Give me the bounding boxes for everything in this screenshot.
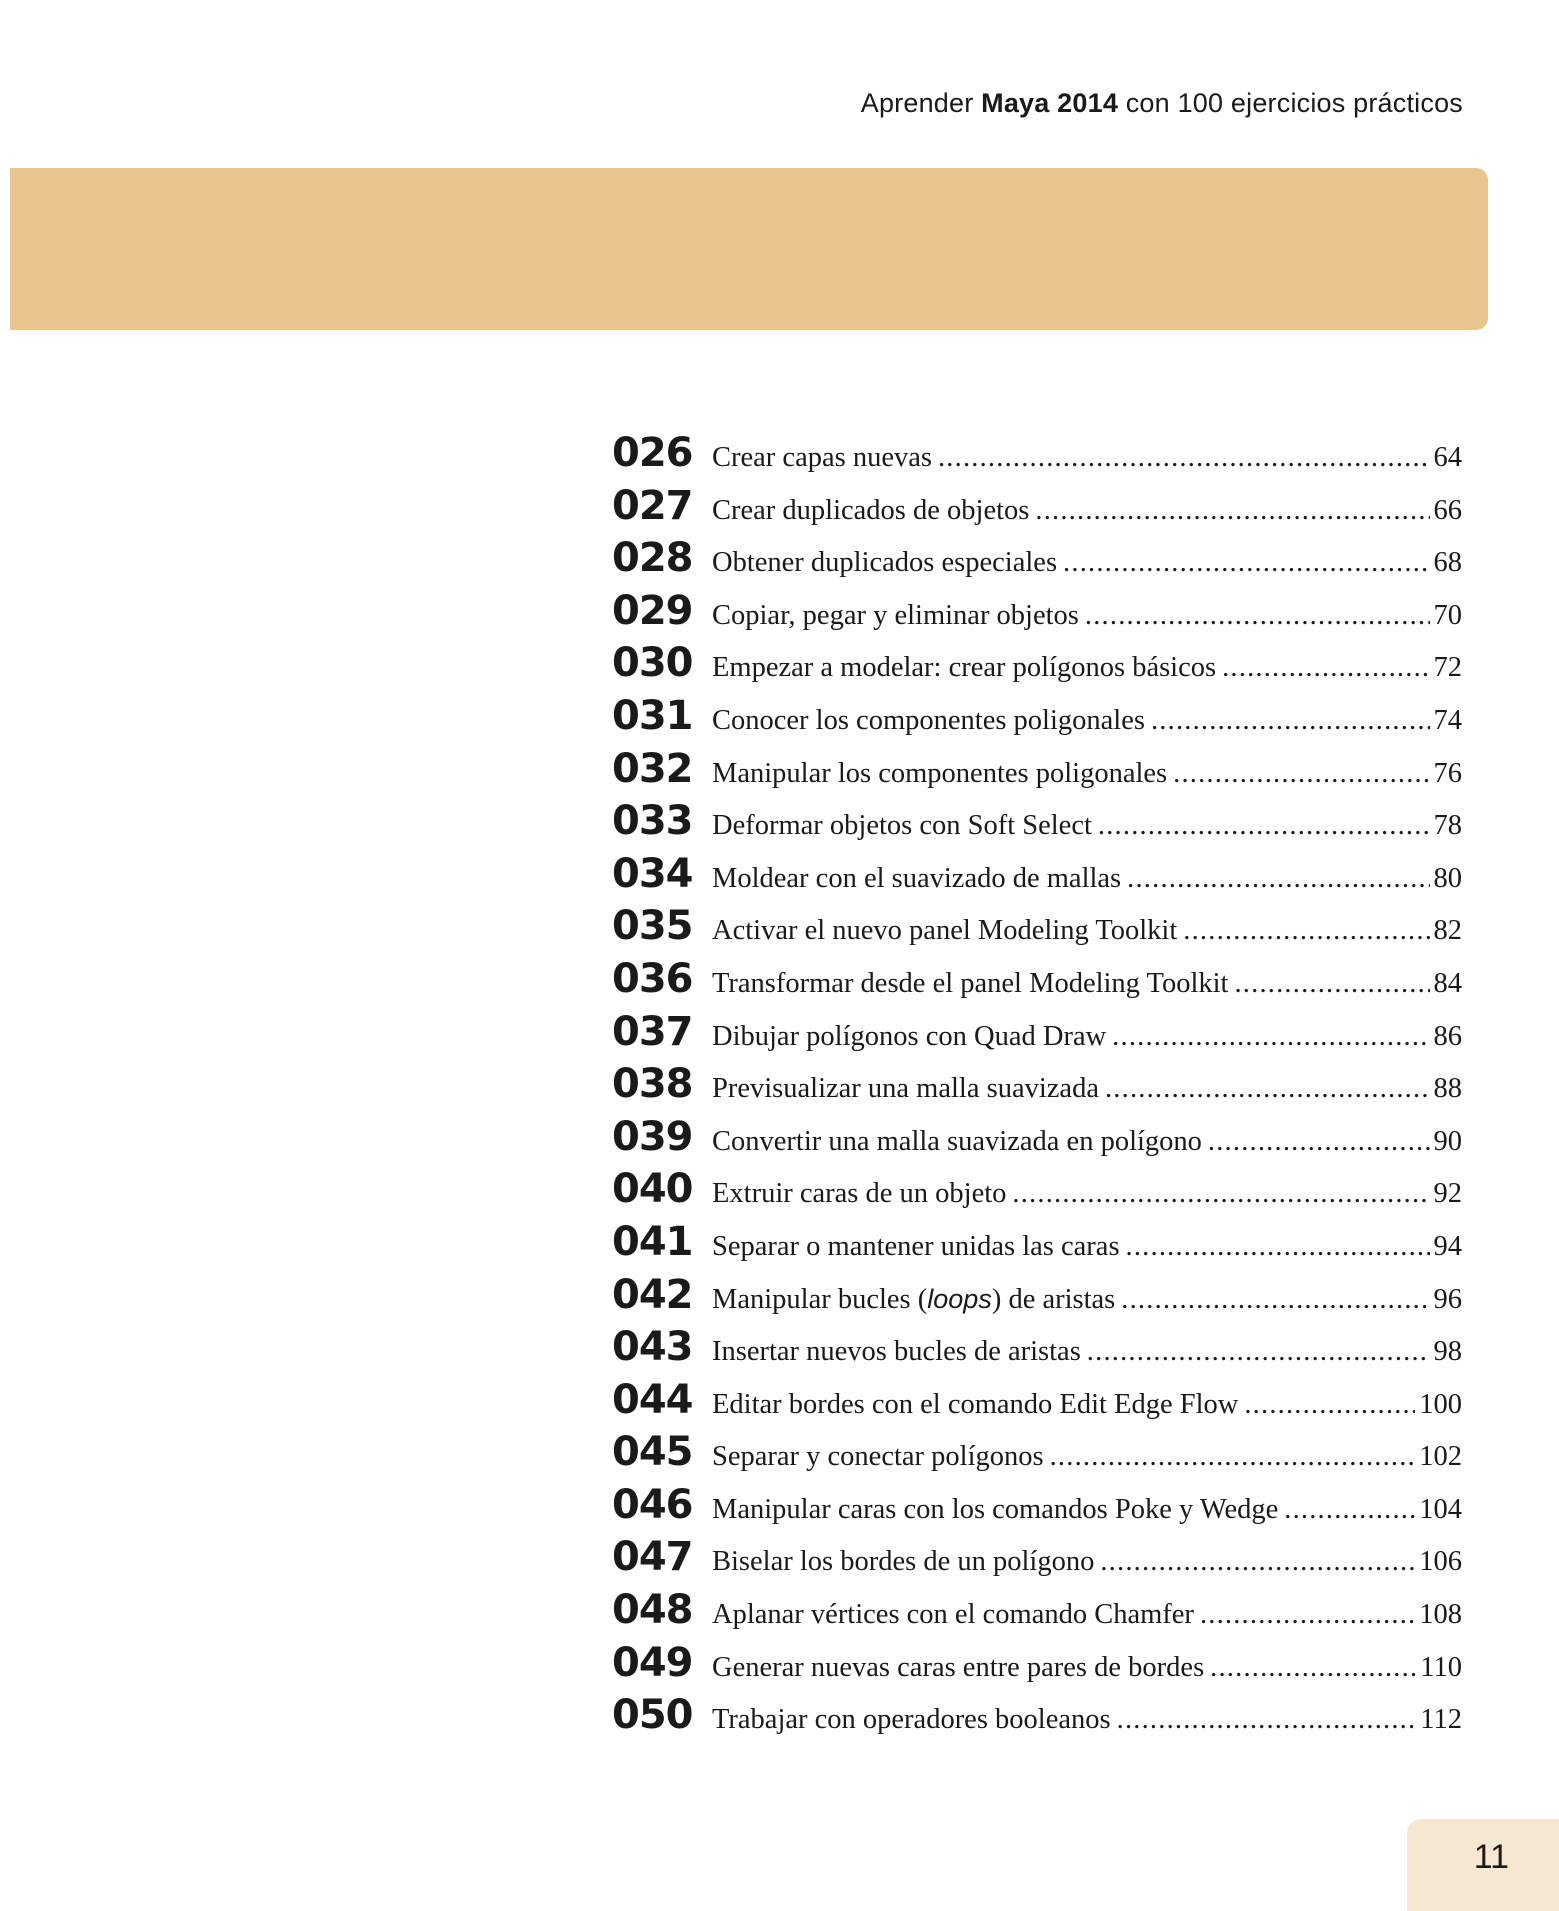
toc-entry[interactable] (612, 640, 1462, 693)
dot-leader (1012, 1178, 1429, 1210)
toc-page-number: 110 (1420, 1651, 1462, 1683)
toc-page-number: 80 (1433, 862, 1462, 894)
toc-entry[interactable] (612, 430, 1462, 483)
toc-entry[interactable] (612, 1377, 1462, 1430)
toc-entry[interactable] (612, 1009, 1462, 1062)
toc-entry[interactable] (612, 746, 1462, 799)
toc-number: 041 (612, 1218, 693, 1265)
toc-number: 036 (612, 955, 693, 1002)
toc-title: Crear capas nuevas (712, 442, 932, 473)
toc-page-number: 94 (1433, 1230, 1462, 1262)
toc-entry[interactable] (612, 798, 1462, 851)
toc-entry[interactable] (612, 1114, 1462, 1167)
dot-leader (1098, 810, 1430, 842)
dot-leader (1035, 495, 1429, 527)
running-header (861, 88, 1463, 119)
toc-title: Convertir una malla suavizada en polígono (712, 1125, 1202, 1157)
toc-number: 031 (612, 692, 693, 739)
toc-title: Manipular los componentes poligonales (712, 757, 1168, 789)
header-book-title: Maya 2014 (981, 88, 1119, 118)
toc-entry[interactable] (612, 1061, 1462, 1114)
toc-entry[interactable] (612, 1640, 1462, 1693)
dot-leader (1244, 1389, 1415, 1421)
toc-page-number: 104 (1419, 1493, 1462, 1525)
dot-leader (1208, 1126, 1430, 1158)
toc-title: Manipular caras con los comandos Poke y Wedge (712, 1493, 1279, 1525)
toc-entry[interactable] (612, 1482, 1462, 1535)
toc-page-number: 92 (1433, 1178, 1462, 1210)
toc-title: Conocer los componentes poligonales (712, 704, 1145, 736)
toc-title: Previsualizar una malla suavizada (712, 1073, 1099, 1105)
dot-leader (1222, 652, 1429, 684)
toc-title: Crear duplicados de objetos (712, 494, 1030, 526)
toc-page-number: 68 (1433, 547, 1462, 579)
toc-entry[interactable] (612, 1166, 1462, 1219)
chapter-banner (10, 168, 1488, 330)
toc-entry[interactable] (612, 851, 1462, 904)
toc-title: Copiar, pegar y eliminar objetos (712, 599, 1079, 631)
toc-title: Insertar nuevos bucles de aristas (712, 1336, 1081, 1368)
toc-number: 042 (612, 1271, 693, 1318)
dot-leader (1200, 1599, 1415, 1631)
toc-page-number: 82 (1433, 915, 1462, 947)
toc-title: Obtener duplicados especiales (712, 547, 1058, 579)
dot-leader (1126, 1231, 1430, 1263)
toc-title: Aplanar vértices con el comando Chamfer (712, 1599, 1194, 1631)
toc-number: 046 (612, 1481, 693, 1528)
toc-entry[interactable] (612, 956, 1462, 1009)
dot-leader (1121, 1284, 1429, 1316)
page-number: 11 (1473, 1838, 1509, 1876)
toc-number: 026 (612, 430, 693, 476)
toc-title: Dibujar polígonos con Quad Draw (712, 1020, 1107, 1052)
toc-page-number: 76 (1433, 757, 1462, 789)
dot-leader (1284, 1494, 1415, 1526)
dot-leader (1105, 1073, 1430, 1105)
toc-page-number: 72 (1433, 652, 1462, 684)
dot-leader (1127, 863, 1429, 895)
table-of-contents (612, 430, 1462, 1745)
toc-entry[interactable] (612, 1587, 1462, 1640)
toc-title-part: Manipular bucles ( (712, 1283, 928, 1315)
toc-title: Separar y conectar polígonos (712, 1441, 1044, 1473)
toc-entry[interactable] (612, 903, 1462, 956)
toc-number: 030 (612, 640, 693, 687)
dot-leader (1100, 1546, 1415, 1578)
toc-title: Separar o mantener unidas las caras (712, 1230, 1120, 1262)
toc-page-number: 86 (1433, 1020, 1462, 1052)
toc-entry[interactable] (612, 588, 1462, 641)
toc-number: 039 (612, 1113, 693, 1160)
dot-leader (1085, 600, 1430, 632)
toc-number: 050 (612, 1692, 693, 1739)
dot-leader (1151, 705, 1430, 737)
toc-number: 032 (612, 745, 693, 792)
toc-entry[interactable] (612, 483, 1462, 536)
toc-number: 028 (612, 535, 693, 582)
toc-title: Biselar los bordes de un polígono (712, 1546, 1095, 1578)
toc-page-number: 88 (1433, 1073, 1462, 1105)
toc-page-number: 74 (1433, 704, 1462, 736)
dot-leader (1087, 1336, 1430, 1368)
toc-page-number: 100 (1419, 1388, 1462, 1420)
toc-title: Deformar objetos con Soft Select (712, 810, 1092, 842)
toc-title-part: ) de aristas (991, 1283, 1116, 1315)
toc-entry[interactable] (612, 1692, 1462, 1745)
toc-number: 044 (612, 1376, 693, 1423)
toc-page-number: 66 (1433, 494, 1462, 526)
toc-entry[interactable] (612, 693, 1462, 746)
toc-page-number: 96 (1433, 1283, 1462, 1315)
toc-number: 049 (612, 1639, 693, 1686)
toc-title: Trabajar con operadores booleanos (712, 1704, 1111, 1736)
toc-title (712, 1284, 1115, 1316)
toc-entry[interactable] (612, 1324, 1462, 1377)
toc-number: 034 (612, 850, 693, 897)
toc-page-number: 112 (1420, 1704, 1462, 1736)
dot-leader (1234, 968, 1429, 1000)
toc-title: Extruir caras de un objeto (712, 1178, 1007, 1210)
toc-number: 047 (612, 1534, 693, 1581)
toc-number: 048 (612, 1587, 693, 1634)
toc-number: 040 (612, 1166, 693, 1213)
toc-number: 027 (612, 482, 693, 529)
toc-number: 037 (612, 1008, 693, 1055)
toc-entry[interactable] (612, 1272, 1462, 1325)
toc-title: Generar nuevas caras entre pares de bordes (712, 1651, 1205, 1683)
toc-page-number: 84 (1433, 967, 1462, 999)
toc-title: Transformar desde el panel Modeling Toolkit (712, 967, 1229, 999)
toc-entry[interactable] (612, 1219, 1462, 1272)
toc-number: 029 (612, 587, 693, 634)
dot-leader (1173, 758, 1429, 790)
toc-page-number: 64 (1433, 442, 1462, 473)
toc-page-number: 98 (1433, 1336, 1462, 1368)
dot-leader (1210, 1652, 1416, 1684)
toc-entry[interactable] (612, 1534, 1462, 1587)
dot-leader (1183, 915, 1429, 947)
dot-leader (1063, 547, 1429, 579)
toc-title-emphasis: loops (927, 1283, 992, 1314)
toc-entry[interactable] (612, 535, 1462, 588)
toc-title: Empezar a modelar: crear polígonos básicos (712, 652, 1217, 684)
toc-title: Moldear con el suavizado de mallas (712, 862, 1122, 894)
dot-leader (1117, 1704, 1417, 1736)
toc-page-number: 106 (1419, 1546, 1462, 1578)
toc-title: Activar el nuevo panel Modeling Toolkit (712, 915, 1178, 947)
toc-page-number: 102 (1419, 1441, 1462, 1473)
toc-page-number: 90 (1433, 1125, 1462, 1157)
header-prefix: Aprender (860, 88, 974, 118)
dot-leader (938, 442, 1430, 474)
header-suffix: con 100 ejercicios prácticos (1125, 88, 1463, 118)
toc-number: 035 (612, 903, 693, 950)
toc-page-number: 70 (1433, 599, 1462, 631)
dot-leader (1050, 1441, 1416, 1473)
toc-title: Editar bordes con el comando Edit Edge Flow (712, 1388, 1239, 1420)
dot-leader (1112, 1021, 1429, 1053)
toc-number: 043 (612, 1324, 693, 1371)
toc-number: 038 (612, 1061, 693, 1108)
toc-page-number: 108 (1419, 1599, 1462, 1631)
toc-page-number: 78 (1433, 810, 1462, 842)
toc-entry[interactable] (612, 1429, 1462, 1482)
toc-number: 045 (612, 1429, 693, 1476)
toc-number: 033 (612, 798, 693, 845)
